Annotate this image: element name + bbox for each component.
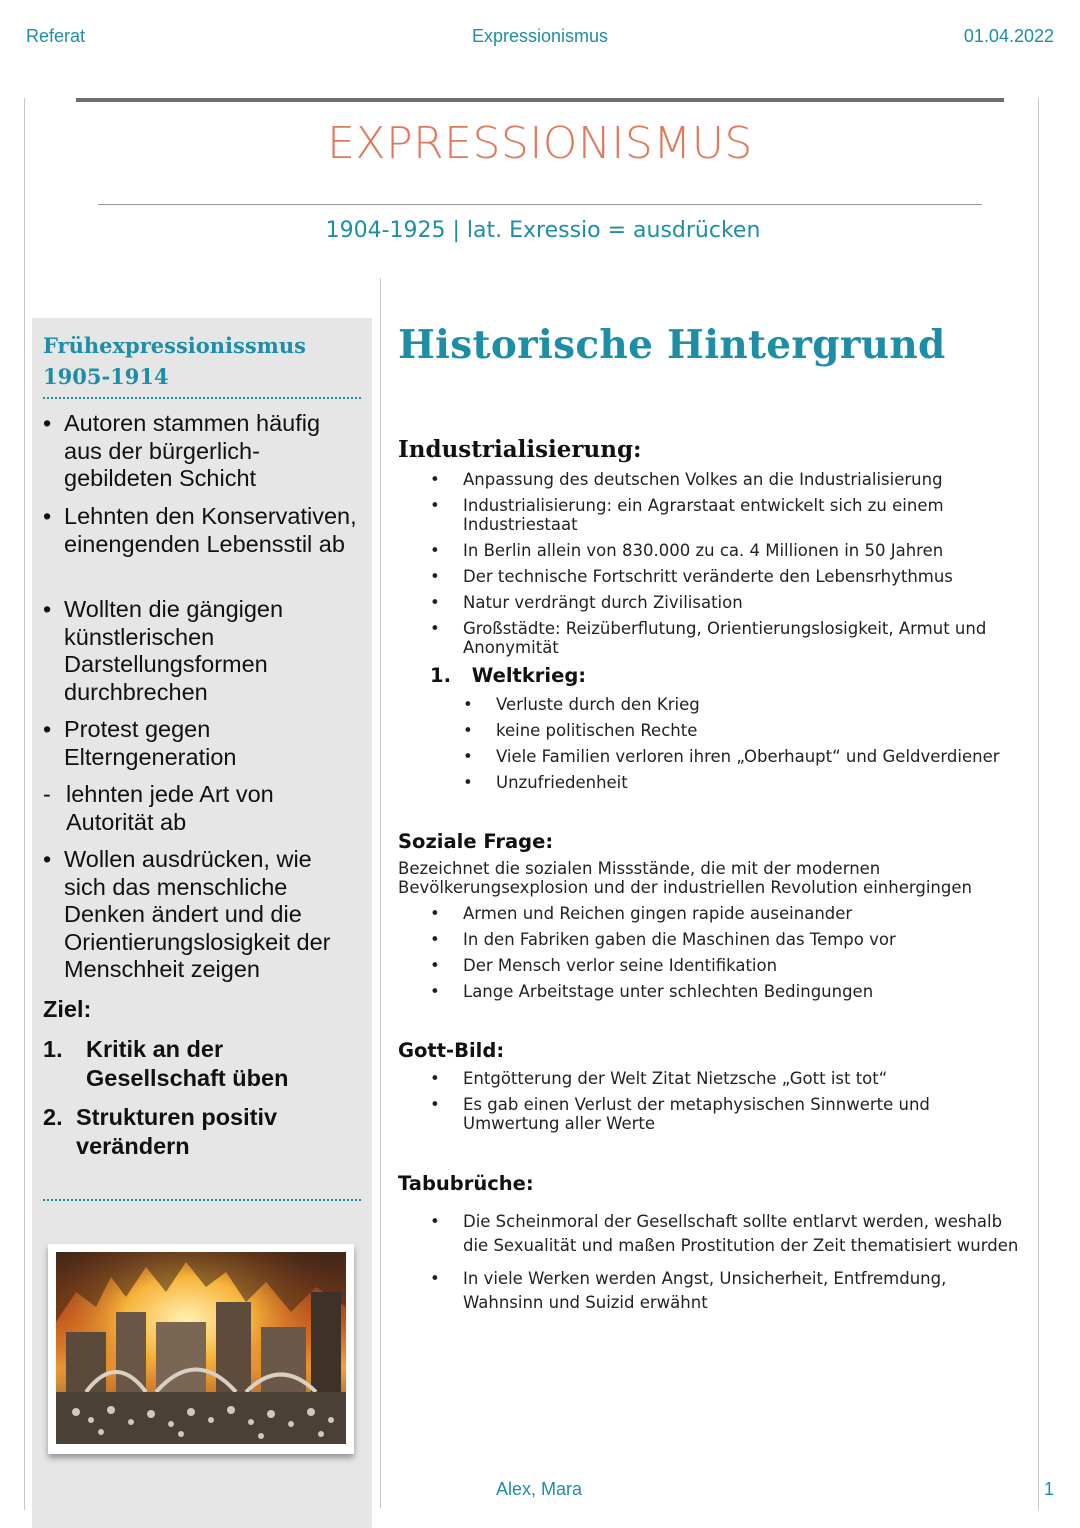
list-item: • Unzufriedenheit <box>463 773 628 792</box>
list-item: • keine politischen Rechte <box>463 721 698 740</box>
list-item: • In Berlin allein von 830.000 zu ca. 4 Millionen in 50 Jahren <box>430 541 944 560</box>
painting-frame <box>48 1244 354 1454</box>
list-item: • In den Fabriken gaben die Maschinen das Tempo vor <box>430 930 896 949</box>
page-number: 1 <box>1044 1479 1055 1499</box>
list-item: • Industrialisierung: ein Agrarstaat entwickelt sich zu einem Industriestaat <box>430 496 944 534</box>
page-subtitle: 1904-1925 | lat. Exressio = ausdrücken <box>325 218 761 243</box>
header-center: Expressionismus <box>471 26 609 46</box>
sidebar-title-name: Frühexpressionissmus <box>43 333 306 358</box>
sidebar-item-text: Wollen ausdrücken, wie sich das menschliche Denken ändert und die Orientierungslosigkeit der Menschheit zeigen <box>64 846 331 982</box>
page-border-left <box>24 98 25 1510</box>
sidebar-list-item <box>43 410 358 493</box>
sidebar-item-text: Lehnten den Konservativen, einengenden Lebensstil ab <box>64 503 357 557</box>
sidebar-divider-bottom <box>43 1199 361 1201</box>
footer-authors: Alex, Mara <box>496 1479 583 1499</box>
list-item: • Lange Arbeitstage unter schlechten Bedingungen <box>430 982 874 1001</box>
social-description: Bezeichnet die sozialen Missstände, die mit der modernen Bevölkerungsexplosion und der industriellen Revolution einhergingen <box>398 859 972 897</box>
list-item: • Entgötterung der Welt Zitat Nietzsche „Gott ist tot“ <box>430 1069 888 1088</box>
goal-number: 2. <box>43 1104 63 1130</box>
goal-number: 1. <box>43 1036 63 1062</box>
list-item: • Der Mensch verlor seine Identifikation <box>430 956 778 975</box>
sidebar-title <box>43 330 363 392</box>
list-item: • Natur verdrängt durch Zivilisation <box>430 593 743 612</box>
list-item: • Armen und Reichen gingen rapide auseinander <box>430 904 853 923</box>
sidebar-list-item <box>43 716 358 771</box>
war-number: 1. <box>430 664 451 687</box>
goal-label: Ziel: <box>43 996 92 1022</box>
section-title: Historische Hintergrund <box>398 322 946 368</box>
burning-city-painting <box>56 1252 346 1444</box>
bullet-marker: • <box>43 503 52 529</box>
page-title: EXPRESSIONISMUS <box>327 118 753 169</box>
list-item: • Der technische Fortschritt veränderte den Lebensrhythmus <box>430 567 953 586</box>
title-top-rule <box>76 98 1004 102</box>
god-heading: Gott-Bild: <box>398 1039 505 1062</box>
header-left: Referat <box>26 26 86 46</box>
list-item: • Großstädte: Reizüberflutung, Orientierungslosigkeit, Armut und Anonymität <box>430 619 987 657</box>
sidebar-item-text: Wollten die gängigen künstlerischen Darstellungsformen durchbrechen <box>64 596 284 705</box>
war-heading <box>430 664 586 687</box>
sidebar-title-years: 1905-1914 <box>43 364 169 389</box>
social-heading: Soziale Frage: <box>398 830 554 853</box>
bullet-marker: • <box>43 410 52 436</box>
column-divider <box>380 278 381 1508</box>
sidebar-list-item <box>43 503 358 558</box>
sidebar-item-text: Protest gegen Elterngeneration <box>64 716 237 770</box>
sidebar-item-text: lehnten jede Art von Autorität ab <box>66 781 274 835</box>
industrial-heading: Industrialisierung: <box>398 436 642 463</box>
sidebar-divider-top <box>43 397 361 399</box>
list-item: • In viele Werken werden Angst, Unsicherheit, Entfremdung, Wahnsinn und Suizid erwähnt <box>430 1269 947 1312</box>
list-item: • Es gab einen Verlust der metaphysischen Sinnwerte und Umwertung aller Werte <box>430 1095 930 1133</box>
title-bottom-rule <box>98 204 982 205</box>
bullet-marker: • <box>43 716 52 742</box>
list-item: • Viele Familien verloren ihren „Oberhaupt“ und Geldverdiener <box>463 747 1000 766</box>
taboo-heading: Tabubrüche: <box>398 1172 534 1195</box>
goal-item <box>43 1103 343 1161</box>
goal-text: Strukturen positiv verändern <box>76 1104 278 1159</box>
sidebar-item-text: Autoren stammen häufig aus der bürgerlich-gebildeten Schicht <box>64 410 321 491</box>
header-date: 01.04.2022 <box>963 26 1054 46</box>
sidebar-list-item <box>43 781 358 836</box>
bullet-marker: • <box>43 846 52 872</box>
sidebar-list-item <box>43 846 358 984</box>
goal-item <box>43 1035 343 1093</box>
goal-text: Kritik an der Gesellschaft üben <box>86 1036 289 1091</box>
list-item: • Die Scheinmoral der Gesellschaft sollte entlarvt werden, weshalb die Sexualität und maßen Prostitution der Zeit thematisiert wurden <box>430 1212 1019 1255</box>
list-item: • Anpassung des deutschen Volkes an die Industrialisierung <box>430 470 943 489</box>
sidebar-list-item <box>43 596 358 706</box>
war-title: Weltkrieg: <box>471 664 587 687</box>
bullet-marker: • <box>43 596 52 622</box>
list-item: • Verluste durch den Krieg <box>463 695 700 714</box>
dash-marker: - <box>43 781 51 807</box>
page-border-right <box>1038 98 1039 1510</box>
